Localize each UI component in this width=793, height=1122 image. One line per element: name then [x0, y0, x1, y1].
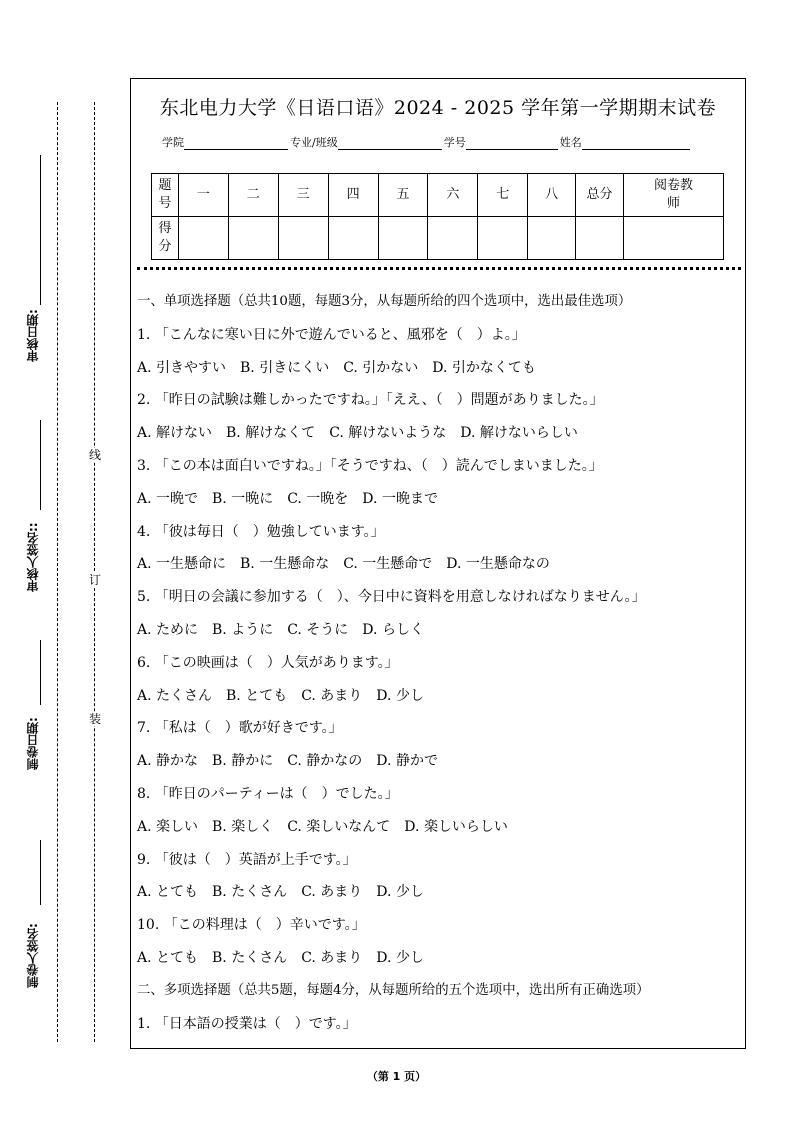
- score-header-cell: 二: [228, 174, 278, 217]
- answer-options: A. 引きやすい B. 引きにくい C. 引かない D. 引かなくても: [137, 359, 536, 376]
- answer-options: A. 静かな B. 静かに C. 静かなの D. 静かで: [137, 753, 438, 770]
- answer-options: A. 一晩で B. 一晩に C. 一晩を D. 一晩まで: [137, 490, 438, 507]
- outer-dashed-line: [57, 102, 58, 1042]
- student-info-row: [162, 134, 692, 150]
- review-date-line: [40, 155, 41, 305]
- score-cell[interactable]: [378, 217, 428, 260]
- question-text: 7. 「私は（ ）歌が好きです。」: [137, 720, 343, 737]
- question-text: 9. 「彼は（ ）英語が上手です。」: [137, 851, 357, 868]
- question-text: 8. 「昨日のパーティーは（ ）でした。」: [137, 785, 399, 802]
- seal-char-bind: 订: [88, 573, 101, 587]
- reviewer-signature-line: [40, 420, 41, 510]
- question-text: 10. 「この料理は（ ）辛いです。」: [137, 917, 366, 934]
- major-class-label: 专业/班级: [290, 136, 338, 149]
- score-header-cell: 三: [278, 174, 328, 217]
- question-text: 1. 「こんなに寒い日に外で遊んでいると、風邪を（ ）よ。」: [137, 326, 526, 343]
- seal-char-line: 线: [88, 448, 101, 462]
- name-field[interactable]: [582, 136, 690, 150]
- question-list: [137, 291, 745, 1045]
- score-header-row: [152, 174, 724, 217]
- section-heading: 二、多项选择题（总共5题，每题4分，从每题所给的五个选项中，选出所有正确选项）: [137, 982, 650, 998]
- score-cell[interactable]: [278, 217, 328, 260]
- section-heading: 一、单项选择题（总共10题，每题3分，从每题所给的四个选项中，选出最佳选项）: [137, 294, 632, 309]
- reviewer-signature-label: 审核人签名::: [26, 522, 40, 592]
- score-cell[interactable]: [228, 217, 278, 260]
- college-field[interactable]: [184, 136, 288, 150]
- score-header-cell: 总分: [576, 174, 624, 217]
- answer-options: A. とても B. たくさん C. あまり D. 少し: [137, 884, 424, 901]
- seal-dashed-line: [94, 102, 95, 1042]
- major-class-field[interactable]: [338, 136, 442, 150]
- question-text: 5. 「明日の会議に参加する（ ）、今日中に資料を用意しなければなりません。」: [137, 589, 646, 606]
- answer-options: A. 楽しい B. 楽しく C. 楽しいなんて D. 楽しいらしい: [137, 818, 508, 835]
- seal-char-pack: 装: [88, 712, 101, 726]
- maker-signature-line: [40, 840, 41, 905]
- score-row-label: 得分: [152, 217, 179, 260]
- answer-options: A. ために B. ように C. そうに D. らしく: [137, 621, 424, 638]
- score-header-cell: 六: [428, 174, 478, 217]
- score-cell[interactable]: [428, 217, 478, 260]
- exam-title: 东北电力大学《日语口语》2024 - 2025 学年第一学期期末试卷: [159, 97, 717, 119]
- student-id-field[interactable]: [466, 136, 558, 150]
- score-header-cell: 四: [328, 174, 378, 217]
- score-header-cell: 题号: [152, 174, 179, 217]
- question-text: 2. 「昨日の試験は難しかったですね。」「ええ、（ ）問題がありました。」: [137, 392, 604, 409]
- answer-options: A. とても B. たくさん C. あまり D. 少し: [137, 949, 424, 966]
- score-cell[interactable]: [576, 217, 624, 260]
- score-cell[interactable]: [478, 217, 528, 260]
- score-header-cell: 七: [478, 174, 528, 217]
- answer-options: A. たくさん B. とても C. あまり D. 少し: [137, 687, 424, 704]
- student-id-label: 学号: [443, 136, 466, 149]
- make-date-line: [40, 640, 41, 705]
- question-text: 4. 「彼は毎日（ ）勉強しています。」: [137, 523, 385, 540]
- question-text: 3. 「この本は面白いですね。」「そうですね、（ ）読んでしまいました。」: [137, 457, 603, 474]
- answer-options: A. 一生懸命に B. 一生懸命な C. 一生懸命で D. 一生懸命なの: [137, 556, 550, 573]
- score-header-cell: 八: [528, 174, 576, 217]
- maker-signature-label: 制卷人签名:: [26, 923, 40, 988]
- score-header-cell: 五: [378, 174, 428, 217]
- score-cell[interactable]: [328, 217, 378, 260]
- question-text: 6. 「この映画は（ ）人気があります。」: [137, 654, 399, 671]
- review-date-label: 审核日期:: [26, 309, 40, 362]
- score-cell[interactable]: [178, 217, 228, 260]
- question-text: 1. 「日本語の授業は（ ）です。」: [137, 1015, 357, 1032]
- name-label: 姓名: [559, 136, 582, 149]
- score-value-row: [152, 217, 724, 260]
- score-cell[interactable]: [624, 217, 724, 260]
- score-cell[interactable]: [528, 217, 576, 260]
- college-label: 学院: [162, 136, 184, 149]
- exam-frame: [130, 78, 746, 1049]
- page-number: （第 1 页）: [366, 1070, 427, 1083]
- score-header-cell: 一: [178, 174, 228, 217]
- answer-options: A. 解けない B. 解けなくて C. 解けないような D. 解けないらしい: [137, 425, 578, 442]
- make-date-label: 制卷日期:: [26, 717, 40, 770]
- dotted-separator: [137, 267, 741, 270]
- score-header-cell: 阅卷教师: [624, 174, 724, 217]
- score-table: [151, 173, 724, 260]
